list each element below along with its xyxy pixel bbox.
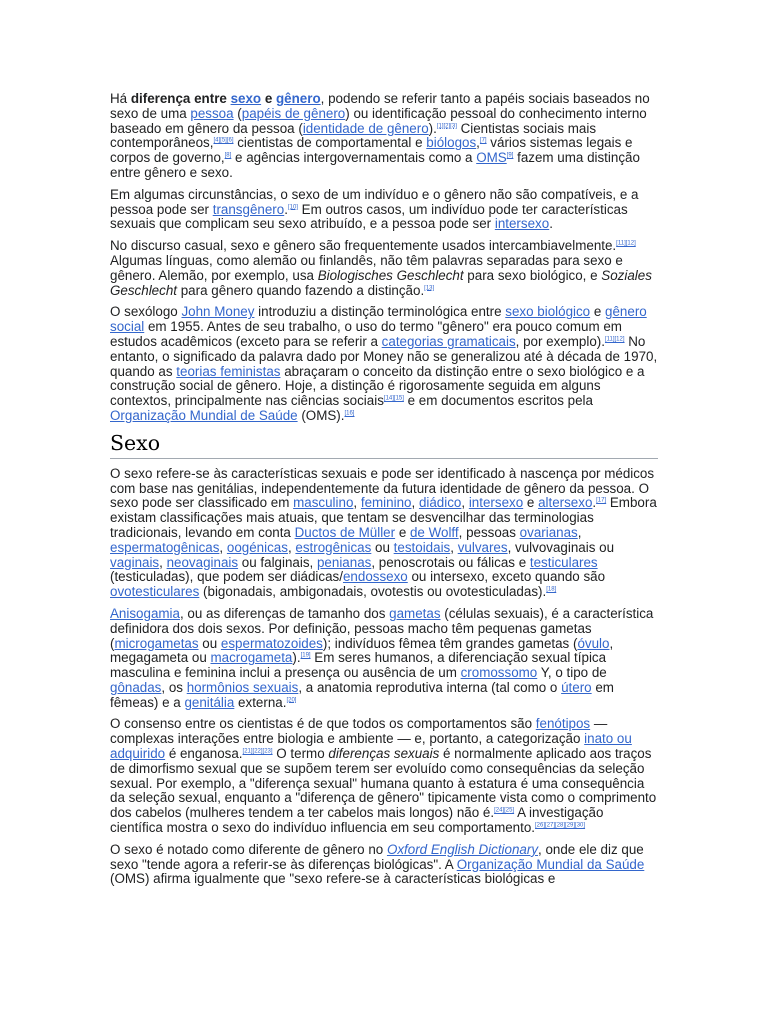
wiki-link[interactable]: Ductos de Müller [294,524,396,540]
citation-link[interactable]: [16] [344,410,355,417]
wiki-link[interactable]: Oxford English Dictionary [386,841,539,857]
wiki-link[interactable]: de Wolff [409,524,459,540]
text-run: ). [428,120,437,136]
text-run: diferenças sexuais [328,746,440,762]
wiki-link[interactable]: gênero social [110,304,647,335]
text-run: Algumas línguas, como alemão ou finlandês, não têm palavras separadas para sexo e gênero. Alemão, por exemplo, usa [110,252,623,283]
wiki-link[interactable]: neovaginais [166,554,239,570]
text-run: , ou as diferenças de tamanho dos [179,605,390,621]
citation [480,138,487,144]
citation-link[interactable]: [9] [506,152,514,159]
citation [494,808,514,814]
wiki-link[interactable]: espermatozoides [220,635,323,651]
paragraph [110,717,658,835]
citation-link[interactable]: [24][25] [494,807,515,814]
text-run: No entanto, o significado da palavra dado por Money não se generalizou até à década de 1970, quando as [110,333,658,379]
wiki-link[interactable]: ovotesticulares [110,584,200,600]
text-run: ou [198,635,221,651]
text-run: e agências intergovernamentais como a [231,150,477,166]
citation-link[interactable]: [13] [424,285,435,292]
text-run: . [592,495,597,511]
text-run: cientistas de comportamental e [233,135,427,151]
text-run: e [590,304,606,320]
text-run: , [450,539,458,555]
wiki-link[interactable]: sexo biológico [505,304,591,320]
citation-link[interactable]: [10] [287,204,298,211]
text-run: vários sistemas legais e corpos de governo, [110,135,633,166]
wiki-link[interactable]: John Money [181,304,255,320]
wiki-link[interactable]: Organização Mundial de Saúde [110,407,298,423]
wiki-link[interactable]: altersexo [538,495,593,511]
text-run: e [261,91,276,106]
wiki-link[interactable]: sexo [230,91,262,106]
citation-link[interactable]: [18] [546,586,557,593]
text-run: (OMS) afirma igualmente que "sexo refere-se à características biológicas e [110,871,556,887]
wiki-link[interactable]: intersexo [494,216,550,232]
text-run: externa. [234,694,287,710]
text-run: e em documentos escritos pela [403,393,593,409]
citation [596,498,606,504]
text-run: , podendo se referir tanto a papéis sociais baseados no sexo de uma [110,91,650,121]
wiki-link[interactable]: transgênero [212,201,285,217]
wiki-link[interactable]: biólogos [426,135,477,151]
paragraph [110,607,658,711]
wiki-link[interactable]: categorias gramaticais [381,333,516,349]
citation-link[interactable]: [19] [300,652,311,659]
text-run: O sexólogo [110,304,182,320]
text-run: Biologisches Geschlecht [317,267,464,283]
text-run: , [476,135,480,151]
text-run: , penoscrotais ou fálicas e [371,554,530,570]
text-run: Y, o tipo de [537,665,607,681]
text-run: diferença entre [130,91,231,106]
citation [288,204,298,210]
wiki-link[interactable]: pessoa [190,105,234,121]
wiki-link[interactable]: inato ou adquirido [110,731,632,762]
text-run: , por exemplo). [515,333,605,349]
paragraph [110,239,658,298]
wiki-link[interactable]: gametas [389,605,441,621]
wiki-link[interactable]: intersexo [468,495,524,511]
text-run: , [219,539,227,555]
citation [424,285,434,291]
text-run: Em outros casos, um indivíduo pode ter características sexuais que complicam seu sexo atribuído, e a pessoa pode ser [110,201,628,232]
text-run: , [159,554,167,570]
wiki-link[interactable]: oogénicas [226,539,288,555]
citation-link[interactable]: [4][5][6] [213,138,234,144]
text-run: em 1955. Antes de seu trabalho, o uso do termo "gênero" era pouco comum em estudos acadêmicos (exceto para se referir a [110,319,622,349]
citation-link[interactable]: [21][22][23] [242,748,273,755]
wiki-link[interactable]: ovarianas [519,524,578,540]
text-run: , a anatomia reprodutiva interna (tal como o [298,679,562,695]
text-run: Embora existam classificações mais atuais, que tentam se desvencilhar das terminologias tradicionais, levando em conta [110,495,657,540]
wiki-link[interactable]: testoidais [393,539,451,555]
wiki-link[interactable]: identidade de gênero [302,120,429,136]
text-run: para sexo biológico, e [463,267,602,283]
citation [286,697,296,703]
citation-link[interactable]: [11][12] [604,336,625,343]
citation [535,823,585,829]
paragraph [110,305,658,423]
text-run: abraçaram o conceito da distinção entre o sexo biológico e a construção social de gênero. Hoje, a distinção é rigorosamente seguida em alguns contextos, principalmente nas ciências sociais [110,363,645,409]
wiki-link[interactable]: macrogameta [210,650,293,666]
citation [605,337,625,343]
text-run: , onde ele diz que sexo "tende agora a referir-se às diferenças biológicas". A [110,841,644,872]
text-run: ou falginais, [238,554,317,570]
text-run: O termo [272,746,329,762]
text-run: ) ou identificação pessoal do conhecimento interno baseado em gênero da pessoa ( [110,105,647,136]
text-run: — complexas interações entre biologia e ambiente — e, portanto, a categorização [110,716,608,747]
text-run: , pessoas [458,524,520,540]
text-run: e [395,524,410,540]
article-content [110,92,658,894]
citation [301,653,311,659]
text-run: , [577,524,582,540]
wiki-link[interactable]: Anisogamia [110,605,180,621]
text-run: O sexo é notado como diferente de gênero no [110,841,387,857]
text-run: (testiculadas), que podem ser diádicas/ [110,569,343,585]
wiki-link[interactable]: teorias feministas [176,363,281,379]
citation [546,587,556,593]
paragraph [110,467,658,600]
text-run: O sexo refere-se às características sexuais e pode ser identificado à nascença por médicos com base nas genitálias, independentemente da futura identidade de gênero da pessoa. O sexo pode ser classificado em [110,465,655,511]
text-run: ); indivíduos fêmea têm grandes gametas ( [322,635,578,651]
wiki-link[interactable]: fenótipos [535,716,591,732]
text-run: ou [371,539,394,555]
citation [616,241,636,247]
text-run: (OMS). [297,407,345,423]
text-run: Há [110,91,131,106]
text-run: , [461,495,469,511]
citation [384,396,404,402]
text-run: . [549,216,553,232]
text-run: O consenso entre os cientistas é de que todos os comportamentos são [110,716,536,732]
text-run: , [287,539,296,555]
text-run: Em algumas circunstâncias, o sexo de um indivíduo e o gênero não são compatíveis, e a pessoa pode ser [110,186,639,217]
text-run: , os [161,679,187,695]
text-run: para gênero quando fazendo a distinção. [177,282,425,298]
wiki-link[interactable]: genitália [184,694,235,710]
text-run: ou intersexo, exceto quando são [407,569,606,585]
paragraph [110,843,658,887]
citation [243,749,273,755]
citation-link[interactable]: [8] [224,152,232,159]
text-run: é normalmente aplicado aos traços de dimorfismo sexual que se supõem terem ser evoluído como consequências da seleção sexual. Por exemplo, a "diferença sexual" humana quanto à estatura é uma consequência da seleção sexual, enquanto a "diferença de gênero" tipicamente vista como o comprimento dos cabelos (mulheres tendem a ter cabelos mais longos) não é. [110,746,657,821]
text-run: . [284,201,288,217]
citation-link[interactable]: [20] [286,697,297,704]
text-run: Soziales Geschlecht [110,267,652,298]
wiki-link[interactable]: útero [561,679,592,695]
wiki-link[interactable]: feminino [360,495,412,511]
citation-link[interactable]: [14][15] [383,395,404,402]
text-run: , [353,495,361,511]
wiki-link[interactable]: Organização Mundial da Saúde [456,856,645,872]
text-run: , [411,495,419,511]
wiki-link[interactable]: vaginais [110,554,160,570]
wiki-link[interactable]: microgametas [114,635,199,651]
text-run: em fêmeas) e a [110,679,614,710]
citation-link[interactable]: [11][12] [616,240,636,247]
wiki-link[interactable]: óvulo [577,635,610,651]
text-run: ( [233,105,242,121]
wiki-link[interactable]: masculino [293,495,354,511]
text-run: A investigação científica mostra o sexo do indivíduo influencia em seu comportamento. [110,805,604,836]
text-run: , vulvovaginais ou [507,539,615,555]
wiki-link[interactable]: hormônios sexuais [186,679,299,695]
text-run: Em seres humanos, a diferenciação sexual típica masculina e feminina inclui a presença ou ausência de um [110,650,607,681]
text-run: fazem uma distinção entre gênero e sexo. [110,150,640,180]
wiki-link[interactable]: diádico [418,495,462,511]
wiki-link[interactable]: endossexo [342,569,408,585]
wiki-link[interactable]: testiculares [529,554,598,570]
wiki-link[interactable]: penianas [316,554,372,570]
wiki-link[interactable]: gênero [276,91,321,106]
intro-section [110,92,658,424]
citation-link[interactable]: [17] [596,497,607,504]
section-heading-sexo: Sexo [110,431,658,459]
wiki-link[interactable]: OMS [476,150,507,166]
text-run: introduziu a distinção terminológica entre [254,304,506,320]
citation-link[interactable]: [7] [479,138,487,144]
wiki-link[interactable]: estrogênicas [295,539,372,555]
text-run: No discurso casual, sexo e gênero são frequentemente usados intercambiavelmente. [110,238,617,254]
text-run: (células sexuais), é a característica definidora dos dois sexos. Por definição, pessoas macho têm pequenas gametas ( [110,605,654,651]
wiki-link[interactable]: gônadas [110,679,162,695]
wiki-link[interactable]: espermatogênicas [110,539,220,555]
text-run: e [523,495,539,511]
wiki-link[interactable]: papéis de gênero [241,105,346,121]
text-run: Cientistas sociais mais contemporâneos, [110,120,597,151]
citation [213,138,233,144]
paragraph [110,92,658,181]
citation [437,123,457,129]
paragraph [110,188,658,232]
sexo-section [110,467,658,888]
text-run: , megagameta ou [110,635,614,666]
wiki-link[interactable]: vulvares [457,539,508,555]
text-run: é enganosa. [165,746,243,762]
citation-link[interactable]: [1][2][3] [436,123,457,130]
citation-link[interactable]: [26][27][28][29][30] [535,822,586,829]
text-run: (bigonadais, ambigonadais, ovotestis ou ovotesticuladas). [199,584,547,600]
wiki-link[interactable]: cromossomo [460,665,538,681]
citation [344,411,354,417]
text-run: ). [292,650,301,666]
